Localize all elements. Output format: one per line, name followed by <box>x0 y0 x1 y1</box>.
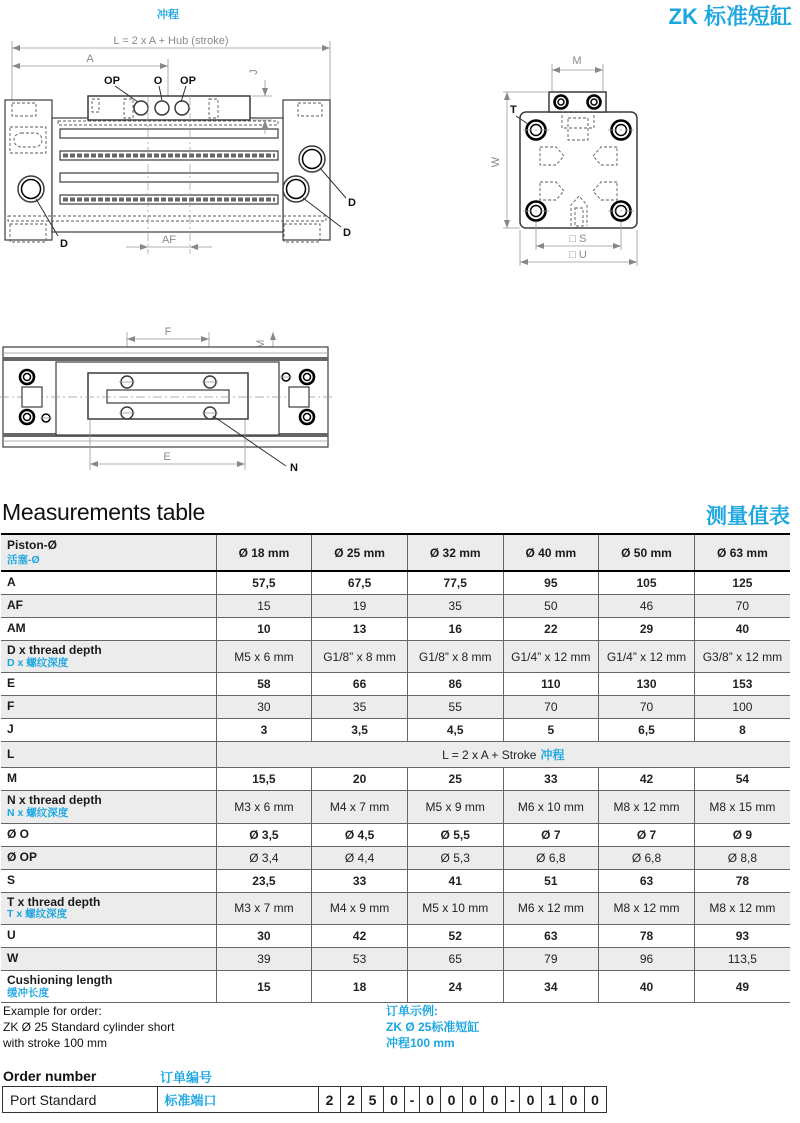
svg-text:D: D <box>348 197 356 209</box>
order-code-digit: 0 <box>483 1086 506 1113</box>
svg-text:T: T <box>510 104 517 116</box>
order-code-separator: - <box>404 1086 420 1113</box>
stroke-label-cn: 冲程 <box>157 9 179 21</box>
order-code-digit: 0 <box>562 1086 585 1113</box>
table-row-U: U 30 42 52 63 78 93 <box>1 925 790 948</box>
table-row-J: J 3 3,5 4,5 5 6,5 8 <box>1 719 790 742</box>
order-code-digit: 2 <box>340 1086 363 1113</box>
table-row-N: N x thread depth N x 螺纹深度 M3 x 6 mm M4 x 7 mm M5 x 9 mm M6 x 10 mm M8 x 12 mm M8 x 15 mm <box>1 791 790 823</box>
svg-text:M: M <box>572 55 582 67</box>
svg-text:N: N <box>290 462 298 474</box>
order-code-digit: 0 <box>440 1086 463 1113</box>
example-line-cn: ZK Ø 25标准短缸 <box>386 1020 480 1034</box>
svg-text:E: E <box>163 451 171 463</box>
column-header: Ø 40 mm <box>503 534 599 571</box>
svg-text:L = 2 x A + Hub (stroke): L = 2 x A + Hub (stroke) <box>113 35 229 47</box>
op-label-2: OP <box>180 75 196 87</box>
port-standard-label: Port Standard <box>2 1086 158 1113</box>
order-number-label-en: Order number <box>3 1068 97 1084</box>
table-row-cushioning: Cushioning length 缓冲长度 15 18 24 34 40 49 <box>1 971 790 1003</box>
table-row-W: W 39 53 65 79 96 113,5 <box>1 948 790 971</box>
top-body <box>0 347 335 447</box>
svg-text:□ U: □ U <box>569 249 587 261</box>
svg-text:A: A <box>86 53 94 65</box>
order-code-digit: 1 <box>541 1086 564 1113</box>
table-row-S: S 23,5 33 41 51 63 78 <box>1 869 790 892</box>
order-code-digit: 2 <box>318 1086 341 1113</box>
svg-text:W: W <box>490 156 502 168</box>
order-example-cn <box>386 1003 479 1051</box>
measurements-title-en: Measurements table <box>2 499 205 525</box>
example-line: with stroke 100 mm <box>3 1036 108 1050</box>
o-label: O <box>153 75 163 87</box>
cylinder-body <box>5 96 330 242</box>
piston-header-cell: Piston-Ø 活塞-Ø <box>1 534 216 571</box>
example-line-cn: 冲程100 mm <box>386 1036 455 1050</box>
table-row-O: Ø O Ø 3,5 Ø 4,5 Ø 5,5 Ø 7 Ø 7 Ø 9 <box>1 823 790 846</box>
op-label-1: OP <box>104 75 120 87</box>
dimension-A <box>12 53 168 98</box>
table-row-E: E 58 66 86 110 130 153 <box>1 673 790 696</box>
table-row-OP: Ø OP Ø 3,4 Ø 4,4 Ø 5,3 Ø 6,8 Ø 6,8 Ø 8,8 <box>1 846 790 869</box>
table-row-AM: AM 10 13 16 22 29 40 <box>1 618 790 641</box>
table-row-A: A 57,5 67,5 77,5 95 105 125 <box>1 571 790 595</box>
svg-text:D: D <box>60 238 68 250</box>
order-code-digit: 0 <box>519 1086 542 1113</box>
svg-text:J: J <box>248 69 260 75</box>
example-line: Example for order: <box>3 1004 102 1018</box>
column-header: Ø 25 mm <box>312 534 408 571</box>
port-standard-label-cn: 标准端口 <box>157 1086 320 1113</box>
svg-text:AF: AF <box>161 234 177 246</box>
example-line: ZK Ø 25 Standard cylinder short <box>3 1020 175 1034</box>
table-row-D: D x thread depth D x 螺纹深度 M5 x 6 mm G1/8” x 8 mm G1/8” x 8 mm G1/4” x 12 mm G1/4” x 12 mm G3/8” x 12 mm <box>1 641 790 673</box>
table-row-L: L L = 2 x A + Stroke 冲程 <box>1 742 790 768</box>
order-number-label-cn: 订单编号 <box>160 1070 213 1085</box>
measurements-title-cn: 测量值表 <box>706 505 790 528</box>
page-title: ZK 标准短缸 <box>668 4 792 29</box>
end-view-drawing <box>488 48 660 290</box>
order-code-digit: 0 <box>419 1086 442 1113</box>
order-code-digit: 0 <box>584 1086 607 1113</box>
measurements-table <box>1 533 790 1003</box>
svg-text:□ S: □ S <box>569 233 587 245</box>
order-code-row <box>2 1086 607 1113</box>
column-header: Ø 32 mm <box>407 534 503 571</box>
order-example-en <box>3 1003 174 1051</box>
dimension-M <box>552 55 603 92</box>
top-view-drawing <box>0 312 360 494</box>
order-code-digit: 5 <box>361 1086 384 1113</box>
table-row-M: M 15,5 20 25 33 42 54 <box>1 768 790 791</box>
order-code-digit: 0 <box>462 1086 485 1113</box>
column-header: Ø 50 mm <box>599 534 695 571</box>
table-row-F: F 30 35 55 70 70 100 <box>1 696 790 719</box>
table-row-AF: AF 15 19 35 50 46 70 <box>1 595 790 618</box>
column-header: Ø 18 mm <box>216 534 312 571</box>
order-code-digit: 0 <box>383 1086 406 1113</box>
svg-text:F: F <box>164 326 172 338</box>
table-header-row <box>1 534 790 571</box>
example-line-cn: 订单示例: <box>386 1004 438 1018</box>
svg-text:D: D <box>343 227 351 239</box>
table-row-T: T x thread depth T x 螺纹深度 M3 x 7 mm M4 x 9 mm M5 x 10 mm M6 x 12 mm M8 x 12 mm M8 x 12 mm <box>1 892 790 924</box>
order-code-separator: - <box>505 1086 521 1113</box>
column-header: Ø 63 mm <box>694 534 790 571</box>
side-view-drawing <box>0 0 360 268</box>
